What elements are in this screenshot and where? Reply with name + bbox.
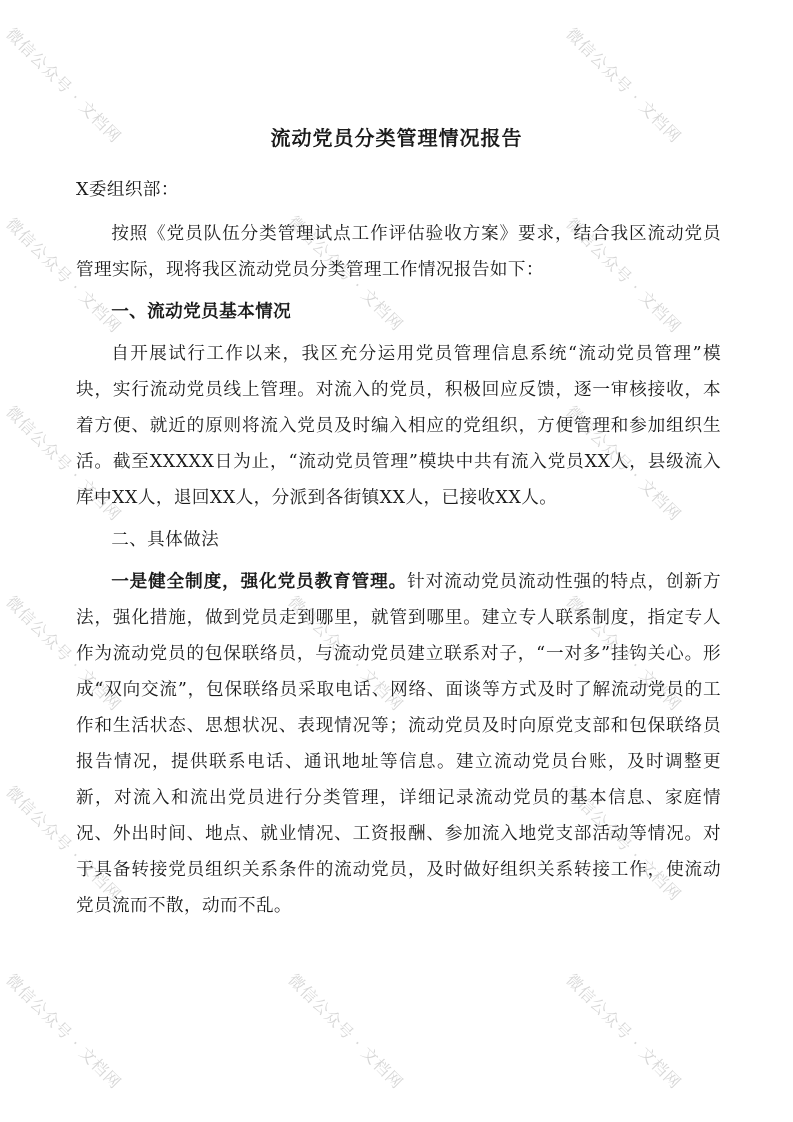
section-2-heading: 二、具体做法 xyxy=(111,530,220,550)
watermark: 微信公众号 · 文档网 xyxy=(562,970,685,1093)
watermark: 微信公众号 · 文档网 xyxy=(284,970,407,1093)
section-1-paragraph: 自开展试行工作以来，我区充分运用党员管理信息系统“流动党员管理”模块，实行流动党员线上管理。对流入的党员，积极回应反馈，逐一审核接收，本着方便、就近的原则将流入党员及时编入相应的党组织，方便管理和参加组织生活。截至XXXXX日为止，“流动党员管理”模块中共有流入党员XX人，县级流入库中XX人，退回XX人，分派到各街镇XX人，已接收XX人。 xyxy=(76,344,721,508)
watermark: 微信公众号 · 文档网 xyxy=(562,24,685,147)
salutation: X委组织部： xyxy=(76,180,179,200)
document-body xyxy=(76,172,721,924)
watermark: 微信公众号 · 文档网 xyxy=(2,24,125,147)
watermark: 微信公众号 · 文档网 xyxy=(2,214,125,337)
section-2-body: 针对流动党员流动性强的特点，创新方法，强化措施，做到党员走到哪里，就管到哪里。建立专人联系制度，指定专人作为流动党员的包保联络员，与流动党员建立联系对子，“一对多”挂钩关心。形成“双向交流”，包保联络员采取电话、网络、面谈等方式及时了解流动党员的工作和生活状态、思想状况、表现情况等；流动党员及时向原党支部和包保联络员报告情况，提供联系电话、通讯地址等信息。建立流动党员台账，及时调整更新，对流入和流出党员进行分类管理，详细记录流动党员的基本信息、家庭情况、外出时间、地点、就业情况、工资报酬、参加流入地党支部活动等情况。对于具备转接党员组织关系条件的流动党员，及时做好组织关系转接工作，使流动党员流而不散，动而不乱。 xyxy=(76,572,721,916)
intro-paragraph: 按照《党员队伍分类管理试点工作评估验收方案》要求，结合我区流动党员管理实际，现将我区流动党员分类管理工作情况报告如下： xyxy=(76,224,721,280)
document-title: 流动党员分类管理情况报告 xyxy=(270,126,523,150)
watermark: 微信公众号 · 文档网 xyxy=(284,212,407,335)
watermark: 微信公众号 · 文档网 xyxy=(2,402,125,525)
watermark: 微信公众号 · 文档网 xyxy=(562,592,685,715)
watermark: 微信公众号 · 文档网 xyxy=(562,782,685,905)
watermark: 微信公众号 · 文档网 xyxy=(284,592,407,715)
watermark: 微信公众号 · 文档网 xyxy=(2,970,125,1093)
watermark: 微信公众号 · 文档网 xyxy=(2,782,125,905)
watermark: 微信公众号 · 文档网 xyxy=(562,214,685,337)
section-2-lead: 一是健全制度，强化党员教育管理。 xyxy=(111,571,408,592)
section-2-paragraph xyxy=(76,564,721,924)
watermark: 微信公众号 · 文档网 xyxy=(2,592,125,715)
watermark: 微信公众号 · 文档网 xyxy=(562,402,685,525)
section-1-heading: 一、流动党员基本情况 xyxy=(111,301,292,322)
